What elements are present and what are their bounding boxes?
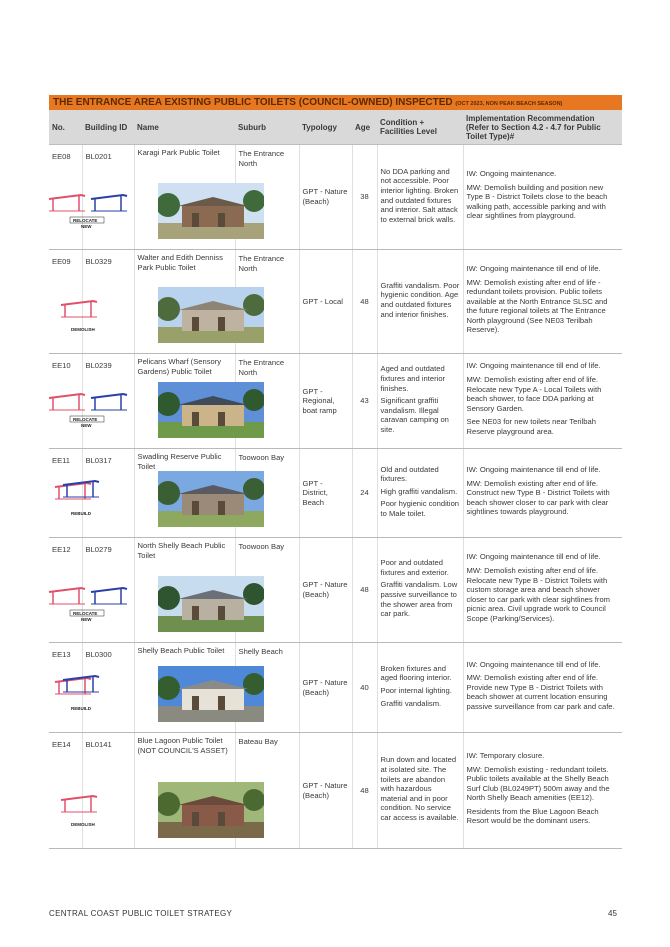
table-title: THE ENTRANCE AREA EXISTING PUBLIC TOILETS (COUNCIL-OWNED) INSPECTED xyxy=(53,97,453,108)
table-row xyxy=(49,733,622,849)
condition-text: No DDA parking and not accessible. Poor interior lighting. Broken and outdated fixtures and interior. Salt attack to external brick walls. xyxy=(380,166,459,224)
typology: GPT - Nature (Beach) xyxy=(299,643,352,733)
row-number: EE10 xyxy=(49,354,82,449)
building-id: BL0279 xyxy=(82,538,134,643)
row-number: EE09 xyxy=(49,250,82,354)
table-row xyxy=(49,250,622,354)
existing-canopy-icon xyxy=(49,588,85,604)
condition-text: High graffiti vandalism. xyxy=(380,486,458,496)
implementation-text: MW: Demolish existing - redundant toilets. Public toilets available at the Shelly Beach Surf Club (BL0249PT) 500m away and the North Shelly Beach amenities (EE12). xyxy=(466,764,610,803)
diagram-label: RELOCATE xyxy=(72,417,97,422)
age: 48 xyxy=(352,250,377,354)
existing-canopy-icon xyxy=(61,796,97,812)
table-row xyxy=(49,354,622,449)
implementation-cell xyxy=(463,250,622,354)
header-suburb: Suburb xyxy=(235,110,299,145)
condition-cell xyxy=(377,538,463,643)
implementation-text: See NE03 for new toilets near Terilbah Reserve playground area. xyxy=(466,417,596,436)
table-row xyxy=(49,145,622,250)
footer-title: CENTRAL COAST PUBLIC TOILET STRATEGY xyxy=(49,909,233,918)
condition-cell xyxy=(377,733,463,849)
relocate-diagram xyxy=(47,189,132,241)
table-body xyxy=(49,145,622,849)
building-id: BL0239 xyxy=(82,354,134,449)
row-number: EE08 xyxy=(49,145,82,250)
rebuilt-canopy-icon xyxy=(63,676,99,692)
suburb: The Entrance North xyxy=(235,250,299,354)
condition-text: Graffiti vandalism. Poor hygienic condition. Age and outdated fixtures and interior finishes. xyxy=(380,280,460,319)
row-number: EE13 xyxy=(49,643,82,733)
suburb: Shelly Beach xyxy=(235,643,299,733)
diagram-sublabel: NEW xyxy=(80,423,91,428)
relocate-diagram xyxy=(47,582,132,634)
row-images xyxy=(72,576,235,636)
toilet-name: Walter and Edith Denniss Park Public Toilet xyxy=(137,253,223,272)
age: 43 xyxy=(352,354,377,449)
suburb: Bateau Bay xyxy=(235,733,299,849)
age: 48 xyxy=(352,733,377,849)
toilet-name: Swadling Reserve Public Toilet xyxy=(137,452,222,471)
condition-text: Aged and outdated fixtures and interior finishes. xyxy=(380,364,446,393)
table-row xyxy=(49,538,622,643)
table-title-bar xyxy=(49,95,622,110)
implementation-text: IW: Temporary closure. xyxy=(466,750,545,760)
table-header-row xyxy=(49,110,622,145)
implementation-text: MW: Demolish existing after end of life - redundant toilets provision. Public toilets available at the North Entrance SLSC and the future regional toilets at The Entrance North playground (See NE03 Terilbah Reserve). xyxy=(466,277,608,335)
row-number: EE14 xyxy=(49,733,82,849)
condition-text: Poor and outdated fixtures and exterior. xyxy=(380,558,449,577)
suburb: The Entrance North xyxy=(235,354,299,449)
implementation-text: MW: Demolish existing after end of life. Provide new Type B - District Toilets with beach shower at current location ensuring passive surveillance from car park and cafe. xyxy=(466,673,615,711)
implementation-cell xyxy=(463,733,622,849)
age: 24 xyxy=(352,449,377,538)
implementation-cell xyxy=(463,354,622,449)
age: 48 xyxy=(352,538,377,643)
page-number: 45 xyxy=(608,909,617,918)
condition-text: Graffiti vandalism. xyxy=(380,698,442,708)
implementation-cell xyxy=(463,145,622,250)
building-id: BL0329 xyxy=(82,250,134,354)
condition-cell xyxy=(377,449,463,538)
implementation-text: Residents from the Blue Lagoon Beach Resort would be the dominant users. xyxy=(466,806,599,826)
existing-canopy-icon xyxy=(49,394,85,410)
diagram-label: DEMOLISH xyxy=(70,327,95,332)
toilet-inspection-sheet xyxy=(49,95,622,849)
diagram-label: DEMOLISH xyxy=(70,822,95,827)
new-canopy-icon xyxy=(91,394,127,410)
header-age: Age xyxy=(352,110,377,145)
condition-text: Poor internal lighting. xyxy=(380,686,452,695)
existing-canopy-icon xyxy=(61,301,97,317)
implementation-cell xyxy=(463,538,622,643)
implementation-text: IW: Ongoing maintenance till end of life. xyxy=(466,465,601,475)
table-row xyxy=(49,449,622,538)
toilet-name: North Shelly Beach Public Toilet xyxy=(137,541,226,560)
building-id: BL0141 xyxy=(82,733,134,849)
header-typology: Typology xyxy=(299,110,352,145)
implementation-cell xyxy=(463,643,622,733)
diagram-sublabel: NEW xyxy=(80,617,91,622)
implementation-cell xyxy=(463,449,622,538)
rebuilt-canopy-icon xyxy=(63,481,99,497)
condition-text: Broken fixtures and aged flooring interior. xyxy=(380,663,452,683)
row-images xyxy=(70,287,235,347)
implementation-text: MW: Demolish existing after end of life. Relocate new Type A - Local Toilets with beach shower, to face DDA parking at Sensory Garden. xyxy=(466,375,602,413)
row-images xyxy=(70,666,235,726)
building-id: BL0300 xyxy=(82,643,134,733)
implementation-text: IW: Ongoing maintenance till end of life. xyxy=(466,263,601,273)
header-implementation: Implementation Recommendation (Refer to Section 4.2 - 4.7 for Public Toilet Type)# xyxy=(463,110,622,145)
rebuild-diagram xyxy=(47,672,132,724)
row-images xyxy=(72,382,235,442)
table-row xyxy=(49,643,622,733)
implementation-text: IW: Ongoing maintenance till end of life. xyxy=(466,552,601,562)
toilet-name: Pelicans Wharf (Sensory Gardens) Public Toilet xyxy=(137,357,222,376)
row-number: EE12 xyxy=(49,538,82,643)
row-images xyxy=(72,183,235,243)
implementation-text: IW: Ongoing maintenance till end of life. xyxy=(466,659,601,669)
typology: GPT - Nature (Beach) xyxy=(299,145,352,250)
suburb: Toowoon Bay xyxy=(235,538,299,643)
suburb: The Entrance North xyxy=(235,145,299,250)
diagram-label: REBUILD xyxy=(70,511,91,516)
diagram-label: REBUILD xyxy=(70,706,91,711)
typology: GPT - Regional, boat ramp xyxy=(299,354,352,449)
toilets-table xyxy=(49,110,622,849)
building-id: BL0201 xyxy=(82,145,134,250)
new-canopy-icon xyxy=(91,195,127,211)
row-images xyxy=(70,782,235,842)
typology: GPT - Nature (Beach) xyxy=(299,733,352,849)
row-images xyxy=(70,471,235,531)
diagram-label: RELOCATE xyxy=(72,218,97,223)
header-no: No. xyxy=(49,110,82,145)
implementation-text: IW: Ongoing maintenance. xyxy=(466,169,557,179)
age: 40 xyxy=(352,643,377,733)
diagram-label: RELOCATE xyxy=(72,611,97,616)
typology: GPT - District, Beach xyxy=(299,449,352,538)
demolish-diagram xyxy=(47,293,132,345)
toilet-name: Karagi Park Public Toilet xyxy=(137,148,220,157)
condition-text: Graffiti vandalism. Low passive surveillance to the shower area from car park. xyxy=(380,580,458,619)
table-subtitle: (OCT 2023, NON PEAK BEACH SEASON) xyxy=(455,101,563,107)
condition-text: Old and outdated fixtures. xyxy=(380,464,439,484)
building-id: BL0317 xyxy=(82,449,134,538)
header-building-id: Building ID xyxy=(82,110,134,145)
row-number: EE11 xyxy=(49,449,82,538)
condition-text: Poor hygienic condition to Male toilet. xyxy=(380,499,460,518)
rebuild-diagram xyxy=(47,477,132,529)
demolish-diagram xyxy=(47,788,132,840)
relocate-diagram xyxy=(47,388,132,440)
implementation-text: MW: Demolish existing after end of life. Relocate new Type B - District Toilets with custom storage area and beach shower closer to car park with clear sightlines from picnic area. Civil upgrade work to Council Scope (Parking/Services). xyxy=(466,566,610,623)
new-canopy-icon xyxy=(91,588,127,604)
implementation-text: MW: Demolish building and position new Type B - District Toilets close to the beach walking path, accessible parking and with clear sightlines from playground. xyxy=(466,182,608,221)
condition-text: Significant graffiti vandalism. Illegal caravan camping on site. xyxy=(380,396,449,434)
condition-cell xyxy=(377,250,463,354)
existing-canopy-icon xyxy=(49,195,85,211)
toilet-name: Blue Lagoon Public Toilet (NOT COUNCIL'S ASSET) xyxy=(137,736,228,755)
suburb: Toowoon Bay xyxy=(235,449,299,538)
header-condition: Condition + Facilities Level xyxy=(377,110,463,145)
condition-text: Run down and located at isolated site. The toilets are abandon with hazardous material and in poor condition. No service car access is available. xyxy=(380,755,459,822)
condition-cell xyxy=(377,354,463,449)
condition-cell xyxy=(377,145,463,250)
age: 38 xyxy=(352,145,377,250)
typology: GPT - Nature (Beach) xyxy=(299,538,352,643)
implementation-text: IW: Ongoing maintenance till end of life. xyxy=(466,361,601,371)
typology: GPT - Local xyxy=(299,250,352,354)
diagram-sublabel: NEW xyxy=(80,224,91,229)
condition-cell xyxy=(377,643,463,733)
toilet-name: Shelly Beach Public Toilet xyxy=(137,646,225,655)
header-name: Name xyxy=(134,110,235,145)
implementation-text: MW: Demolish existing after end of life. Construct new Type B - District Toilets with beach shower closer to car park with clear sightlines towards playground. xyxy=(466,478,610,517)
